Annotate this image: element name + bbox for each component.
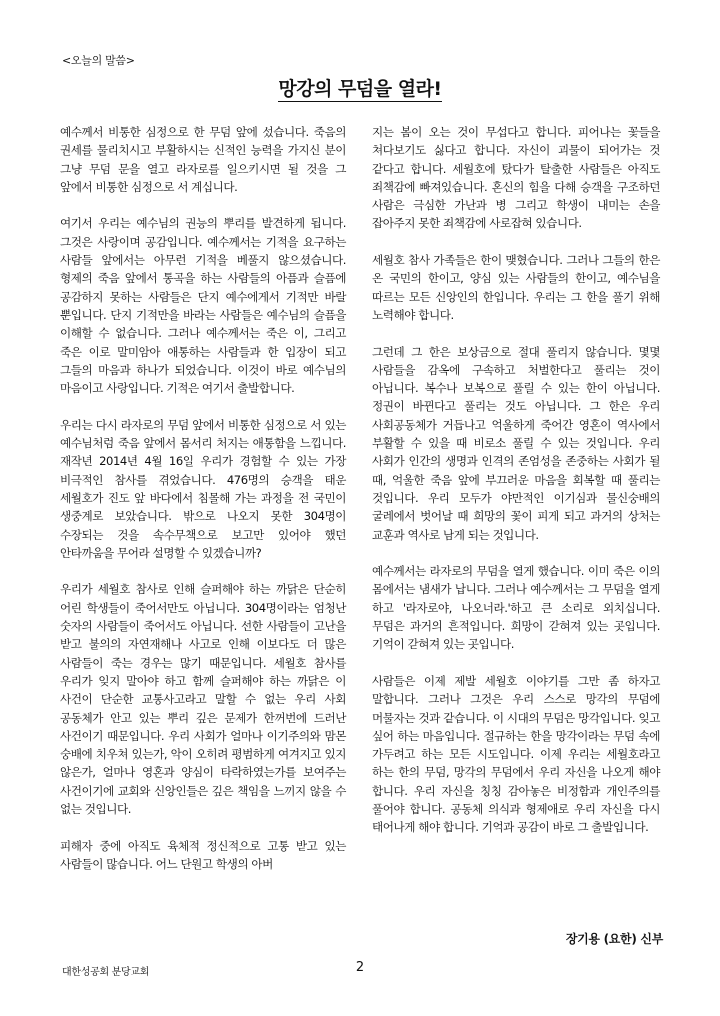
page-title: 망강의 무덤을 열라! <box>278 78 442 100</box>
page-title-wrapper <box>0 74 720 101</box>
paragraph: 피해자 중에 아직도 육체적 정신적으로 고통 받고 있는 사람들이 많습니다. 어느 단원고 학생의 아버 <box>60 838 346 871</box>
page-number: 2 <box>355 960 365 975</box>
paragraph: 그런데 그 한은 보상금으로 절대 풀리지 않습니다. 몇몇 사람들을 감옥에 구속하고 처벌한다고 풀리는 것이 아닙니다. 복수나 보복으로 풀릴 수 있는 한이 아닙니다. 정권이 바뀐다고 풀리는 것도 아닙니다. 그 한은 우리 사회공동체가 거듭나고 억울하게 죽어간 영혼이 역사에서 부활할 수 있을 때 비로소 풀릴 수 있는 것입니다. 우리 사회가 인간의 생명과 인격의 존엄성을 존중하는 사회가 될 때, 억울한 죽음 앞에 부끄러운 마음을 회복할 때 풀리는 것입니다. 우리 모두가 야만적인 이기심과 물신숭배의 굴레에서 벗어날 때 희망의 꽃이 피게 되고 과거의 상처는 교훈과 역사로 남게 되는 것입니다. <box>372 344 660 542</box>
paragraph: 우리는 다시 라자로의 무덤 앞에서 비통한 심정으로 서 있는 예수님처럼 죽음 앞에서 몸서리 처지는 애통함을 느낍니다. 재작년 2014년 4월 16일 우리가 경험할 수 있는 가장 비극적인 참사를 겪었습니다. 476명의 승객을 태운 세월호가 진도 앞 바다에서 침몰해 가는 과정을 전 국민이 생중계로 보았습니다. 밖으로 나오지 못한 304명이 수장되는 것을 속수무책으로 보고만 있어야 했던 안타까움을 무어라 설명할 수 있겠습니까? <box>60 417 346 560</box>
author-signature: 장기용 (요한) 신부 <box>565 932 663 946</box>
section-label: <오늘의 말씀> <box>62 54 135 67</box>
paragraph: 세월호 참사 가족들은 한이 맺혔습니다. 그러나 그들의 한은 온 국민의 한이고, 양심 있는 사람들의 한이고, 예수님을 따르는 모든 신앙인의 한입니다. 우리는 그 한을 풀기 위해 노력해야 합니다. <box>372 253 660 322</box>
paragraph: 예수께서 비통한 심정으로 한 무덤 앞에 섰습니다. 죽음의 권세를 물리치시고 부활하시는 신적인 능력을 가지신 분이 그냥 무덤 문을 열고 라자로를 일으키시면 될 것을 그 앞에서 비통한 심정으로 서 계십니다. <box>60 125 346 194</box>
footer-church-name: 대한성공회 분당교회 <box>62 967 150 978</box>
paragraph: 여기서 우리는 예수님의 권능의 뿌리를 발견하게 됩니다. 그것은 사랑이며 공감입니다. 예수께서는 기적을 요구하는 사람들 앞에서는 아무런 기적을 베풀지 않으셨습니다. 형제의 죽음 앞에서 통곡을 하는 사람들의 아픔과 슬픔에 공감하지 못하는 사람들은 단지 예수에게서 기적만 바랄 뿐입니다. 단지 기적만을 바라는 사람들은 예수님의 슬픔을 이해할 수 없습니다. 그러나 예수께서는 죽은 이, 그리고 죽은 이로 말미암아 애통하는 사람들과 한 입장이 되고 그들의 마음과 하나가 되었습니다. 이것이 바로 예수님의 마음이고 사랑입니다. 기적은 여기서 출발합니다. <box>60 216 346 396</box>
paragraph: 우리가 세월호 참사로 인해 슬퍼해야 하는 까닭은 단순히 어린 학생들이 죽어서만도 아닙니다. 304명이라는 엄청난 숫자의 사람들이 죽어서도 아닙니다. 선한 사람들이 고난을 받고 불의의 자연재해나 사고로 인해 이보다도 더 많은 사람들이 죽는 경우는 많기 때문입니다. 세월호 참사를 우리가 잊지 말아야 하고 함께 슬퍼해야 하는 까닭은 이 사건이 단순한 교통사고라고 말할 수 없는 우리 사회 공동체가 안고 있는 뿌리 깊은 문제가 한꺼번에 드러난 사건이기 때문입니다. 우리 사회가 얼마나 이기주의와 맘몬 숭배에 치우쳐 있는가, 악이 오히려 평범하게 여겨지고 있지 않은가, 얼마나 영혼과 양심이 타락하였는가를 보여주는 사건이기에 교회와 신앙인들은 깊은 책임을 느끼지 않을 수 없는 것입니다. <box>60 582 346 816</box>
paragraph: 지는 봄이 오는 것이 무섭다고 합니다. 피어나는 꽃들을 쳐다보기도 싫다고 합니다. 자신이 괴물이 되어가는 것 같다고 합니다. 세월호에 탔다가 탈출한 사람들은 아직도 죄책감에 빠져있습니다. 혼신의 힘을 다해 승객을 구조하던 사람은 극심한 가난과 병 그리고 학생이 내미는 손을 잡아주지 못한 죄책감에 사로잡혀 있습니다. <box>372 125 660 231</box>
left-column <box>60 123 346 873</box>
paragraph: 사람들은 이제 제발 세월호 이야기를 그만 좀 하자고 말합니다. 그러나 그것은 우리 스스로 망각의 무덤에 머물자는 것과 같습니다. 이 시대의 무덤은 망각입니다. 잊고 싶어 하는 마음입니다. 절규하는 한을 망각이라는 무덤 속에 가두려고 하는 모든 시도입니다. 이제 우리는 세월호라고 하는 한의 무덤, 망각의 무덤에서 우리 자신을 나오게 해야 합니다. 우리 자신을 칭칭 감아놓은 비정함과 개인주의를 풀어야 합니다. 공동체 의식과 형제애로 우리 자신을 다시 태어나게 해야 합니다. 기억과 공감이 바로 그 출발입니다. <box>372 673 660 835</box>
paragraph: 예수께서는 라자로의 무덤을 열게 했습니다. 이미 죽은 이의 몸에서는 냄새가 납니다. 그러나 예수께서는 그 무덤을 열게 하고 '라자로야, 나오너라.'하고 큰 소리로 외치십니다. 무덤은 과거의 흔적입니다. 희망이 갇혀져 있는 곳입니다. 기억이 갇혀져 있는 곳입니다. <box>372 564 660 652</box>
right-column <box>372 123 660 837</box>
